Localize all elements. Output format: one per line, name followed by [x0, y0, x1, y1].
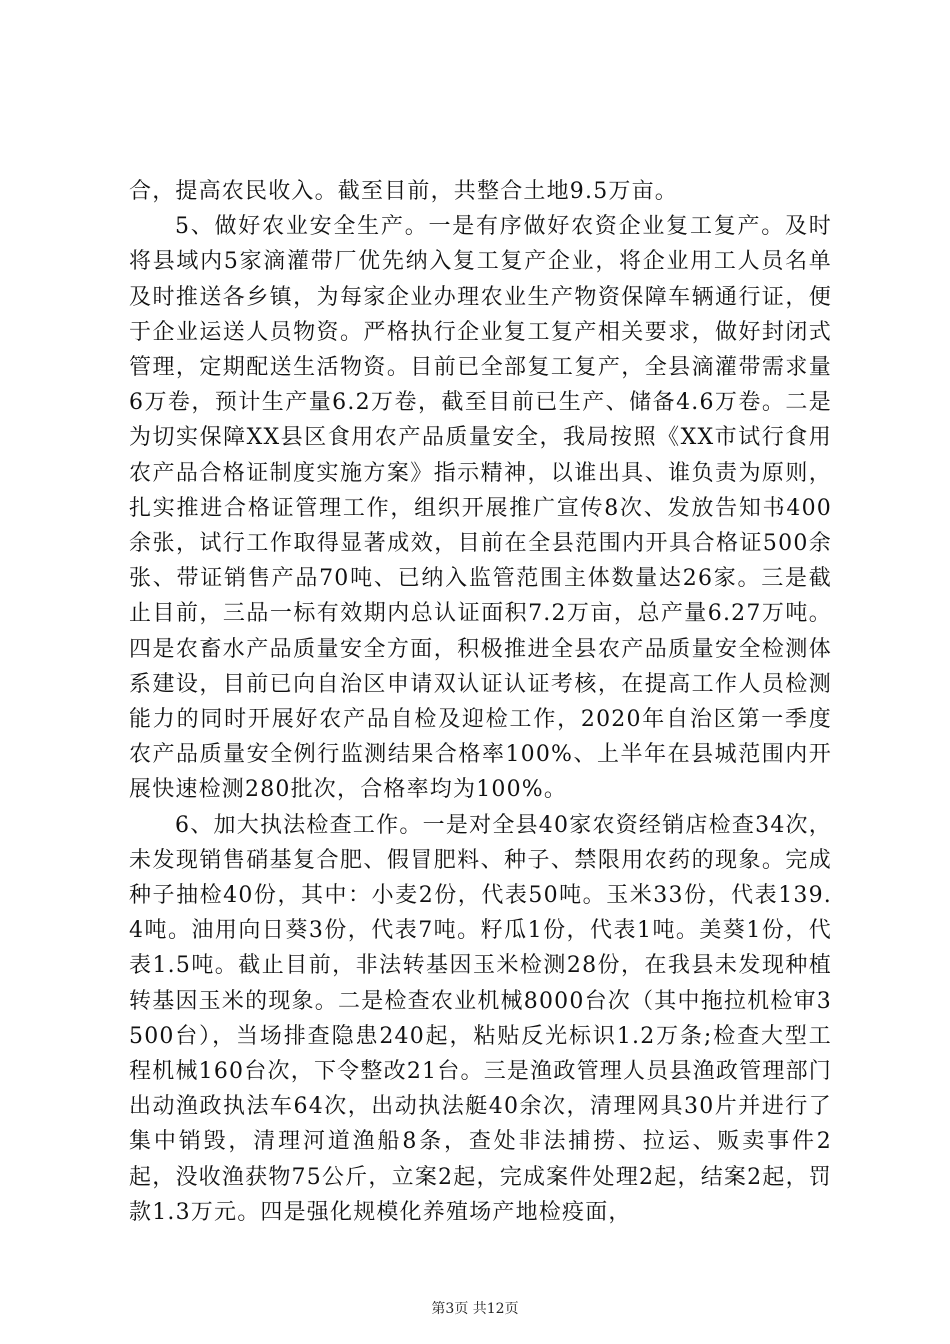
document-body	[129, 174, 832, 1230]
paragraph-land-consolidation: 合，提高农民收入。截至目前，共整合土地9.5万亩。	[129, 179, 678, 204]
paragraph-agricultural-safety: 5、做好农业安全生产。一是有序做好农资企业复工复产。及时将县域内5家滴灌带厂优先纳入复工复产企业，将企业用工人员名单及时推送各乡镇，为每家企业办理农业生产物资保障车辆通行证，便于企业运送人员物资。严格执行企业复工复产相关要求，做好封闭式管理，定期配送生活物资。目前已全部复工复产，全县滴灌带需求量6万卷，预计生产量6.2万卷，截至目前已生产、储备4.6万卷。二是为切实保障XX县区食用农产品质量安全，我局按照《XX市试行食用农产品合格证制度实施方案》指示精神，以谁出具、谁负责为原则，扎实推进合格证管理工作，组织开展推广宣传8次、发放告知书400余张，试行工作取得显著成效，目前在全县范围内开具合格证500余张、带证销售产品70吨、已纳入监管范围主体数量达26家。三是截止目前，三品一标有效期内总认证面积7.2万亩，总产量6.27万吨。四是农畜水产品质量安全方面，积极推进全县农产品质量安全检测体系建设，目前已向自治区申请双认证认证考核，在提高工作人员检测能力的同时开展好农产品自检及迎检工作，2020年自治区第一季度农产品质量安全例行监测结果合格率100%、上半年在县城范围内开展快速检测280批次，合格率均为100%。	[129, 214, 832, 803]
page-footer: 第3页 共12页	[431, 1301, 519, 1317]
paragraph-law-enforcement: 6、加大执法检查工作。一是对全县40家农资经销店检查34次，未发现销售硝基复合肥、假冒肥料、种子、禁限用农药的现象。完成种子抽检40份，其中：小麦2份，代表50吨。玉米33份，代表139.4吨。油用向日葵3份，代表7吨。籽瓜1份，代表1吨。美葵1份，代表1.5吨。截止目前，非法转基因玉米检测28份，在我县未发现种植转基因玉米的现象。二是检查农业机械8000台次（其中拖拉机检审3500台），当场排查隐患240起，粘贴反光标识1.2万条;检查大型工程机械160台次，下令整改21台。三是渔政管理人员县渔政管理部门出动渔政执法车64次，出动执法艇40余次，清理网具30片并进行了集中销毁，清理河道渔船8条，查处非法捕捞、拉运、贩卖事件2起，没收渔获物75公斤，立案2起，完成案件处理2起，结案2起，罚款1.3万元。四是强化规模化养殖场产地检疫面，	[129, 812, 832, 1225]
